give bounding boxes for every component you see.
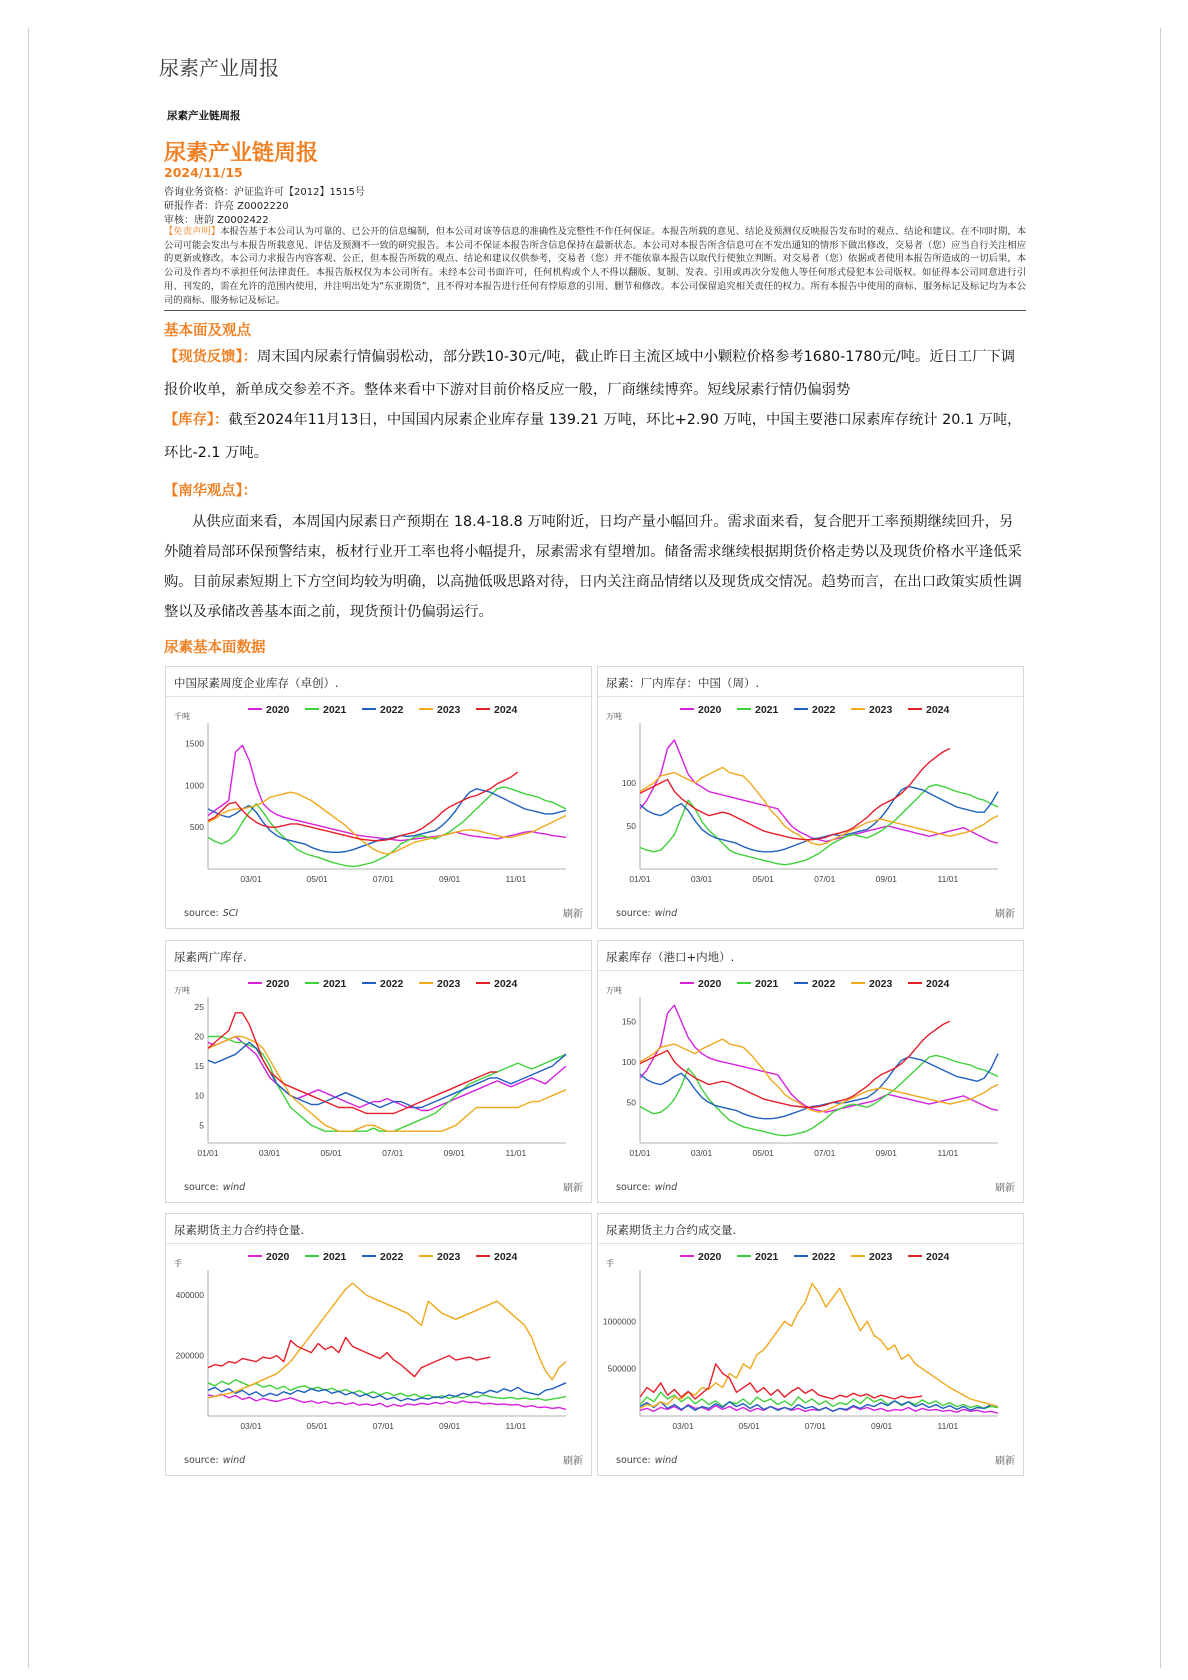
x-tick-label: 03/01: [690, 874, 713, 884]
series-line-2020: [208, 745, 566, 840]
source-label: source:: [184, 1182, 219, 1193]
x-tick-label: 11/01: [937, 874, 959, 884]
chart-panel-1: [165, 666, 592, 929]
series-line-2020: [640, 1005, 998, 1112]
disclaimer-text: 本报告基于本公司认为可靠的、已公开的信息编制，但本公司对该等信息的准确性及完整性不作任何保证。本报告所载的意见、结论及预测仅反映报告发布时的观点、结论和建议。在不同时期，本公司可能会发出与本报告所载意见、评估及预测不一致的研究报告。本公司不保证本报告所含信息保持在最新状态。本公司对本报告所含信息可在不发出通知的情形下做出修改，交易者（您）应当自行关注相应的更新或修改。本公司力求报告内容客观、公正，但本报告所载的观点、结论和建议仅供参考，交易者（您）并不能依靠本报告以取代行使独立判断。对交易者（您）依据或者使用本报告所造成的一切后果，本公司及作者均不承担任何法律责任。本报告版权仅为本公司所有。未经本公司书面许可，任何机构或个人不得以翻版、复制、发表、引用或再次分发他人等任何形式侵犯本公司版权。如征得本公司同意进行引用、刊发的，需在允许的范围内使用，并注明出处为“东亚期货”，且不得对本报告进行任何有悖原意的引用、删节和修改。本公司保留追究相关责任的权力。所有本报告中使用的商标、服务标记及标记均为本公司的商标、服务标记及标记。: [164, 226, 1026, 306]
refresh-button[interactable]: 刷新: [995, 909, 1015, 920]
legend-label-2023: 2023: [869, 704, 893, 716]
spot-label: 【现货反馈】：: [164, 349, 257, 365]
x-tick-label: 11/01: [937, 1421, 959, 1431]
x-tick-label: 11/01: [505, 1148, 527, 1158]
series-line-2021: [640, 785, 998, 865]
chart-svg-4: [598, 971, 1023, 1171]
spot-text: 周末国内尿素行情偏弱松动，部分跌10-30元/吨，截止昨日主流区域中小颗粒价格参考1680-1780元/吨。近日工厂下调报价收单，新单成交参差不齐。整体来看中下游对目前价格反应一般，厂商继续博弈。短线尿素行情仍偏弱势: [164, 349, 1016, 398]
x-tick-label: 11/01: [937, 1148, 959, 1158]
source-label: source:: [184, 1455, 219, 1466]
chart-panel-2: [597, 666, 1024, 929]
legend-label-2024: 2024: [494, 704, 518, 716]
x-tick-label: 05/01: [752, 874, 774, 884]
refresh-button[interactable]: 刷新: [563, 1456, 583, 1467]
inventory-paragraph: [164, 404, 1024, 470]
y-axis-unit: 手: [174, 1259, 182, 1268]
x-tick-label: 01/01: [629, 874, 651, 884]
y-tick-label: 20: [194, 1031, 204, 1042]
legend-label-2023: 2023: [869, 1251, 893, 1263]
chart-title: 尿素库存（港口+内地）.: [606, 950, 735, 964]
x-tick-label: 03/01: [672, 1421, 694, 1431]
x-tick-label: 11/01: [505, 874, 527, 884]
x-tick-label: 01/01: [197, 1148, 219, 1158]
legend-label-2024: 2024: [926, 978, 950, 990]
refresh-button[interactable]: 刷新: [995, 1456, 1015, 1467]
legend-label-2021: 2021: [323, 978, 347, 990]
running-header: 尿素产业周报: [159, 56, 279, 80]
chart-source: [616, 1455, 677, 1466]
legend-label-2022: 2022: [812, 704, 836, 716]
series-line-2024: [208, 1337, 490, 1376]
x-tick-label: 05/01: [306, 1421, 328, 1431]
y-tick-label: 100: [621, 1056, 636, 1067]
chart-source: [184, 1182, 245, 1193]
legend-label-2024: 2024: [494, 1251, 518, 1263]
refresh-button[interactable]: 刷新: [563, 1183, 583, 1194]
legend-label-2020: 2020: [266, 704, 290, 716]
y-tick-label: 50: [626, 1097, 636, 1108]
chart-source: [184, 1455, 245, 1466]
series-line-2023: [640, 1284, 998, 1409]
y-tick-label: 1000: [185, 780, 204, 791]
page-border-left: [28, 28, 29, 1668]
chart-panel-4: [597, 940, 1024, 1203]
legend-label-2023: 2023: [869, 978, 893, 990]
y-tick-label: 400000: [175, 1290, 204, 1301]
section-heading-data: 尿素基本面数据: [164, 640, 266, 656]
legend-label-2021: 2021: [755, 1251, 779, 1263]
x-tick-label: 01/01: [629, 1148, 651, 1158]
y-tick-label: 1500: [185, 738, 204, 749]
disclaimer: [164, 225, 1026, 307]
view-label-line: [164, 475, 1024, 508]
legend-label-2020: 2020: [266, 1251, 290, 1263]
legend-label-2021: 2021: [323, 704, 347, 716]
view-label: 【南华观点】：: [164, 483, 257, 499]
chart-source: [184, 908, 238, 919]
report-date: 2024/11/15: [164, 165, 243, 180]
legend-label-2024: 2024: [494, 978, 518, 990]
x-tick-label: 09/01: [875, 874, 897, 884]
chart-source: [616, 1182, 677, 1193]
legend-label-2024: 2024: [926, 1251, 950, 1263]
legend-label-2020: 2020: [698, 978, 722, 990]
refresh-button[interactable]: 刷新: [995, 1183, 1015, 1194]
source-label: source:: [616, 1455, 651, 1466]
legend-label-2022: 2022: [812, 978, 836, 990]
spot-paragraph: [164, 341, 1024, 407]
x-tick-label: 07/01: [804, 1421, 827, 1431]
series-line-2023: [208, 1283, 566, 1398]
legend-label-2023: 2023: [437, 978, 461, 990]
chart-svg-3: [166, 971, 591, 1171]
source-value: wind: [654, 1455, 678, 1466]
chart-svg-2: [598, 697, 1023, 897]
legend-label-2021: 2021: [755, 704, 779, 716]
inventory-label: 【库存】：: [164, 412, 229, 428]
y-tick-label: 500: [189, 822, 204, 833]
section-heading-fundamentals: 基本面及观点: [164, 323, 251, 339]
source-label: source:: [184, 908, 219, 919]
y-tick-label: 150: [621, 1016, 636, 1027]
legend-label-2021: 2021: [323, 1251, 347, 1263]
chart-title: 尿素期货主力合约持仓量.: [174, 1223, 305, 1237]
x-tick-label: 03/01: [690, 1148, 713, 1158]
chart-title: 中国尿素周度企业库存（卓创）.: [174, 676, 339, 690]
y-axis-unit: 万吨: [606, 712, 622, 721]
author-line: 研报作者：许亮 Z0002220: [164, 201, 289, 212]
chart-svg-6: [598, 1244, 1023, 1444]
series-line-2022: [640, 786, 998, 851]
chart-title: 尿素期货主力合约成交量.: [606, 1223, 737, 1237]
legend-label-2023: 2023: [437, 704, 461, 716]
y-tick-label: 50: [626, 820, 636, 831]
series-line-2024: [640, 1364, 922, 1399]
chart-title: 尿素：厂内库存：中国（周）.: [606, 676, 760, 690]
source-label: source:: [616, 908, 651, 919]
x-tick-label: 07/01: [372, 874, 395, 884]
legend-label-2022: 2022: [380, 1251, 404, 1263]
page-border-right: [1160, 28, 1161, 1668]
report-title: 尿素产业链周报: [164, 141, 319, 166]
y-tick-label: 500000: [607, 1363, 636, 1374]
x-tick-label: 07/01: [814, 1148, 836, 1158]
reviewer-line: 审核：唐韵 Z0002422: [164, 215, 269, 226]
y-tick-label: 100: [621, 777, 636, 788]
y-tick-label: 5: [199, 1120, 204, 1131]
report-small-title: 尿素产业链周报: [167, 110, 241, 122]
x-tick-label: 05/01: [752, 1148, 774, 1158]
x-tick-label: 11/01: [505, 1421, 527, 1431]
x-tick-label: 07/01: [372, 1421, 395, 1431]
source-label: source:: [616, 1182, 651, 1193]
source-value: wind: [654, 1182, 678, 1193]
y-axis-unit: 万吨: [174, 986, 190, 995]
legend-label-2022: 2022: [380, 704, 404, 716]
x-tick-label: 05/01: [320, 1148, 342, 1158]
qualification-line: 咨询业务资格：沪证监许可【2012】1515号: [164, 187, 365, 198]
legend-label-2022: 2022: [380, 978, 404, 990]
y-axis-unit: 万吨: [606, 986, 622, 995]
chart-title: 尿素两广库存.: [174, 950, 247, 964]
legend-label-2023: 2023: [437, 1251, 461, 1263]
x-tick-label: 07/01: [814, 874, 836, 884]
legend-label-2021: 2021: [755, 978, 779, 990]
x-tick-label: 05/01: [306, 874, 328, 884]
y-tick-label: 25: [194, 1001, 204, 1012]
header-divider: [164, 310, 1026, 311]
x-tick-label: 05/01: [738, 1421, 760, 1431]
legend-label-2020: 2020: [698, 704, 722, 716]
x-tick-label: 09/01: [443, 1148, 465, 1158]
source-value: wind: [654, 908, 678, 919]
x-tick-label: 07/01: [382, 1148, 404, 1158]
chart-svg-5: [166, 1244, 591, 1444]
x-tick-label: 09/01: [439, 1421, 461, 1431]
x-tick-label: 09/01: [439, 874, 461, 884]
x-tick-label: 03/01: [258, 1148, 281, 1158]
y-tick-label: 200000: [175, 1350, 204, 1361]
y-tick-label: 1000000: [602, 1316, 636, 1327]
inventory-text: 截至2024年11月13日，中国国内尿素企业库存量 139.21 万吨，环比+2.90 万吨，中国主要港口尿素库存统计 20.1 万吨，环比-2.1 万吨。: [164, 412, 1022, 461]
y-tick-label: 15: [194, 1061, 204, 1072]
series-line-2020: [208, 1394, 566, 1409]
chart-svg-1: [166, 697, 591, 897]
legend-label-2024: 2024: [926, 704, 950, 716]
y-tick-label: 10: [194, 1090, 204, 1101]
x-tick-label: 09/01: [875, 1148, 897, 1158]
x-tick-label: 03/01: [240, 874, 262, 884]
legend-label-2020: 2020: [266, 978, 290, 990]
refresh-button[interactable]: 刷新: [563, 909, 583, 920]
chart-panel-5: [165, 1213, 592, 1476]
view-paragraph: 从供应面来看，本周国内尿素日产预期在 18.4-18.8 万吨附近，日均产量小幅回升。需求面来看，复合肥开工率预期继续回升，另外随着局部环保预警结束，板材行业开工率也将小幅提升，尿素需求有望增加。储备需求继续根据期货价格走势以及现货价格水平逢低采购。目前尿素短期上下方空间均较为明确，以高抛低吸思路对待，日内关注商品情绪以及现货成交情况。趋势而言，在出口政策实质性调整以及承储改善基本面之前，现货预计仍偏弱运行。: [164, 514, 1022, 620]
series-line-2020: [640, 740, 998, 843]
series-line-2022: [640, 1054, 998, 1119]
chart-panel-3: [165, 940, 592, 1203]
chart-panel-6: [597, 1213, 1024, 1476]
y-axis-unit: 千吨: [174, 712, 190, 721]
x-tick-label: 03/01: [240, 1421, 262, 1431]
y-axis-unit: 手: [606, 1259, 614, 1268]
source-value: SCI: [222, 908, 239, 919]
source-value: wind: [222, 1182, 246, 1193]
series-line-2021: [640, 1055, 998, 1135]
series-line-2024: [640, 749, 950, 840]
x-tick-label: 09/01: [871, 1421, 893, 1431]
legend-label-2020: 2020: [698, 1251, 722, 1263]
legend-label-2022: 2022: [812, 1251, 836, 1263]
source-value: wind: [222, 1455, 246, 1466]
chart-source: [616, 908, 677, 919]
disclaimer-label: 【免责声明】: [164, 226, 221, 237]
